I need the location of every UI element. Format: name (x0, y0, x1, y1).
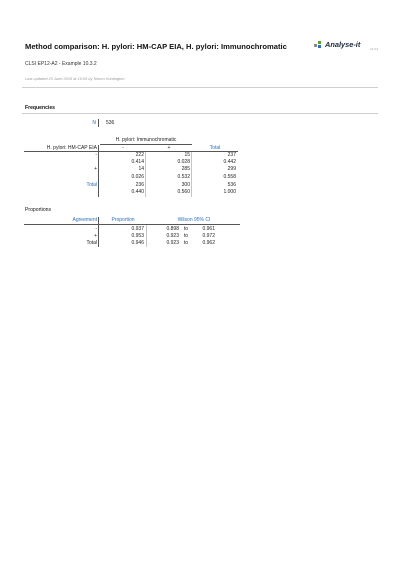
proportion-cell: 0.560 (177, 189, 190, 195)
count-cell: 299 (227, 166, 236, 172)
proportion-cell: 0.558 (223, 174, 236, 180)
proportion-cell: 0.026 (131, 174, 144, 180)
table-divider (145, 152, 146, 197)
row-label: + (94, 166, 97, 172)
proportion-cell: 0.946 (131, 240, 144, 246)
last-updated-note: Last updated 23 June 2015 at 15:05 by Simon Huntington (25, 76, 125, 81)
ci-high-cell: 0.972 (202, 233, 215, 239)
table-divider (191, 152, 192, 197)
column-header-total: Total (209, 145, 221, 151)
row-variable-label: H. pylori: HM-CAP EIA (46, 145, 97, 151)
proportion-cell: 0.028 (177, 159, 190, 165)
ci-to-label: to (183, 233, 189, 239)
row-label: + (94, 233, 97, 239)
ci-high-cell: 0.961 (202, 226, 215, 232)
proportion-cell: 0.414 (131, 159, 144, 165)
row-label-total: Total (86, 240, 97, 246)
column-header: + (167, 145, 171, 151)
analyse-it-logo (314, 40, 384, 52)
n-label: N (92, 120, 96, 126)
table-divider (98, 145, 99, 197)
count-cell: 300 (181, 182, 190, 188)
table-divider (98, 217, 99, 247)
proportion-cell: 0.953 (131, 233, 144, 239)
page-title: Method comparison: H. pylori: HM-CAP EIA, H. pylori: Immunochromatic (25, 42, 287, 51)
ci-to-label: to (183, 240, 189, 246)
ci-to-label: to (183, 226, 189, 232)
logo-dot-icon (318, 45, 321, 48)
ci-low-cell: 0.923 (166, 240, 179, 246)
column-header: Wilson 95% CI (177, 217, 211, 223)
table-divider (24, 224, 240, 225)
row-label: - (95, 152, 97, 158)
logo-version: v4.0.2 (370, 47, 379, 51)
ci-low-cell: 0.898 (166, 226, 179, 232)
proportion-cell: 0.937 (131, 226, 144, 232)
proportion-cell: 1.000 (223, 189, 236, 195)
ci-low-cell: 0.923 (166, 233, 179, 239)
row-label: - (95, 226, 97, 232)
report-subtitle: CLSI EP12-A2 - Example 10.3.2 (25, 61, 97, 67)
proportion-cell: 0.440 (131, 189, 144, 195)
logo-text: Analyse-it (325, 40, 361, 49)
proportion-cell: 0.532 (177, 174, 190, 180)
section-divider (22, 113, 378, 114)
table-divider (98, 119, 99, 127)
column-header: Proportion (111, 217, 135, 223)
count-cell: 222 (135, 152, 144, 158)
logo-dot-icon (318, 41, 321, 44)
proportion-cell: 0.442 (223, 159, 236, 165)
frequencies-heading: Frequencies (25, 105, 56, 111)
count-cell: 536 (227, 182, 236, 188)
proportions-heading: Proportions (25, 207, 52, 213)
logo-dot-icon (314, 44, 317, 47)
table-divider (146, 225, 147, 247)
n-value: 536 (106, 120, 115, 126)
count-cell: 15 (184, 152, 190, 158)
column-header: Agreement (72, 217, 97, 223)
count-cell: 285 (181, 166, 190, 172)
column-header: - (122, 145, 124, 151)
column-group-label: H. pylori: Immunochromatic (115, 137, 177, 143)
count-cell: 14 (138, 166, 144, 172)
ci-high-cell: 0.962 (202, 240, 215, 246)
header-divider (22, 87, 378, 88)
count-cell: 236 (135, 182, 144, 188)
count-cell: 237 (227, 152, 236, 158)
row-label-total: Total (86, 182, 97, 188)
